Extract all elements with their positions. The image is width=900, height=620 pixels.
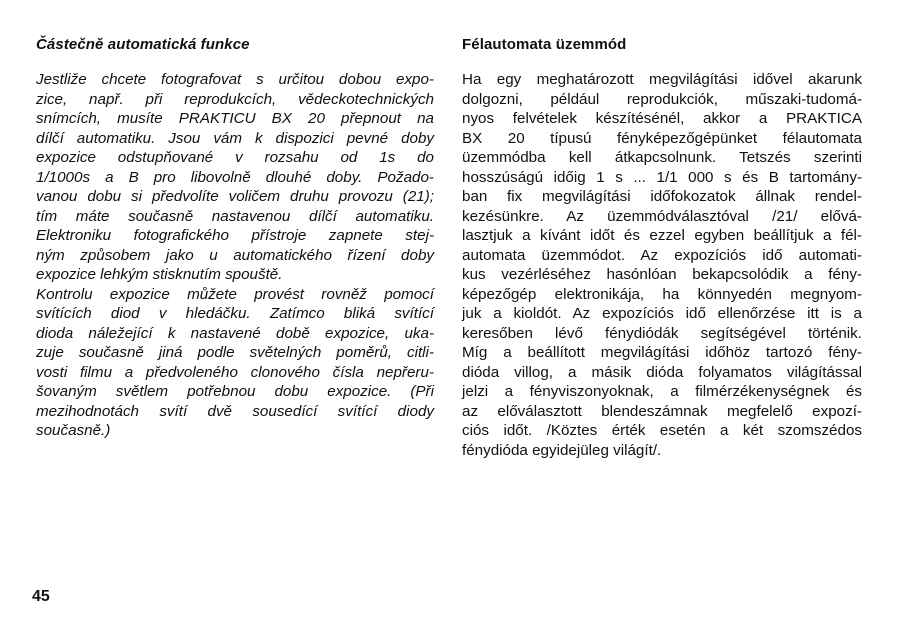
text-line: svítících diod v hledáčku. Zatímco bliká svítící <box>36 305 434 322</box>
text-line: Elektroniku fotografického přístroje zapnete stej- <box>36 227 434 244</box>
hungarian-body <box>462 70 862 460</box>
text-line: Jestliže chcete fotografovat s určitou dobou expo- <box>36 71 434 88</box>
text-line: Kontrolu expozice můžete provést rovněž pomocí <box>36 285 434 303</box>
text-line: kus vezérléséhez hasónlóan bekapcsolódik a fény- <box>462 266 862 283</box>
text-line: hosszúságú időig 1 s ... 1/1 000 s és B tartomány- <box>462 168 862 186</box>
text-line: juk a kioldót. Az expozíciós idő ellenőrzése itt is a <box>462 305 862 322</box>
czech-paragraph-2 <box>36 285 434 441</box>
text-line: fénydióda egyidejüleg világít/. <box>462 441 662 459</box>
text-line: képezőgép elektronikája, ha könnyedén megnyom- <box>462 285 862 303</box>
text-line: Ha egy meghatározott megvilágítási idővel akarunk <box>462 71 862 88</box>
text-line: Míg a beállított megvilágítási időhöz tartozó fény- <box>462 344 862 361</box>
text-line: ciós időt. /Köztes érték esetén a két szomszédos <box>462 422 862 439</box>
text-line: keresőben lévő fénydiódák segítségével történik. <box>462 324 862 342</box>
text-line: mezihodnotách svítí dvě sousedící svítící diody <box>36 402 434 420</box>
czech-heading: Částečně automatická funkce <box>36 36 250 53</box>
text-line: az előválasztott blendeszámnak megfelelő expozí- <box>462 402 862 420</box>
text-line: üzemmódba kell átkapcsolnunk. Tetszés szerinti <box>462 149 862 166</box>
text-line: dílčí automatiku. Jsou vám k dispozici pevné doby <box>36 129 434 147</box>
text-line: zice, např. při reprodukcích, vědeckotechnických <box>36 90 434 108</box>
text-line: vosti filmu a předvoleného clonového čísla nepřeru- <box>36 363 434 381</box>
text-line: expozice odstupňované v rozsahu od 1s do <box>36 149 434 166</box>
text-line: automata üzemmódot. Az expozíciós idő automati- <box>462 246 862 264</box>
text-line: kezésünkre. Az üzemmódválasztóval /21/ elővá- <box>462 207 862 225</box>
text-line: dióda villog, a másik dióda folyamatos világítással <box>462 363 862 381</box>
czech-body <box>36 70 434 441</box>
hungarian-paragraph-1 <box>462 70 862 460</box>
text-line: dolgozni, például reprodukciók, műszaki-tudomá- <box>462 90 862 108</box>
text-line: lasztjuk a kívánt időt és ezzel egyben beállítjuk a fél- <box>462 227 862 244</box>
text-line: expozice lehkým stisknutím spouště. <box>36 266 283 283</box>
hungarian-heading: Félautomata üzemmód <box>462 36 627 53</box>
czech-paragraph-1 <box>36 70 434 285</box>
text-line: vanou dobu si předvolíte voličem druhu provozu (21); <box>36 188 434 205</box>
text-line: zuje současně jiná podle světelných poměrů, citli- <box>36 344 434 361</box>
text-line: 1/1000s a B pro libovolně dlouhé doby. Požado- <box>36 168 434 186</box>
text-line: jelzi a fényviszonyoknak, a filmérzékenységnek és <box>462 383 862 400</box>
page-number: 45 <box>32 588 50 605</box>
text-line: BX 20 típusú fényképezőgépünket félautomata <box>462 129 862 147</box>
text-line: dioda náležející k nastavené době expozice, uka- <box>36 324 434 342</box>
text-line: šovaným světlem potřebnou dobu expozice. (Při <box>36 383 434 400</box>
text-line: snímcích, musíte PRAKTICU BX 20 přepnout na <box>36 110 434 127</box>
text-line: nyos felvételek készítésénél, akkor a PRAKTICA <box>462 110 862 127</box>
text-line: ban fix megvilágítási időfokozatok állnak rendel- <box>462 188 862 205</box>
text-line: ným způsobem jako u automatického řízení doby <box>36 246 434 264</box>
text-line: současně.) <box>36 422 111 439</box>
text-line: tím máte současně nastavenou dílčí automatiku. <box>36 207 434 225</box>
